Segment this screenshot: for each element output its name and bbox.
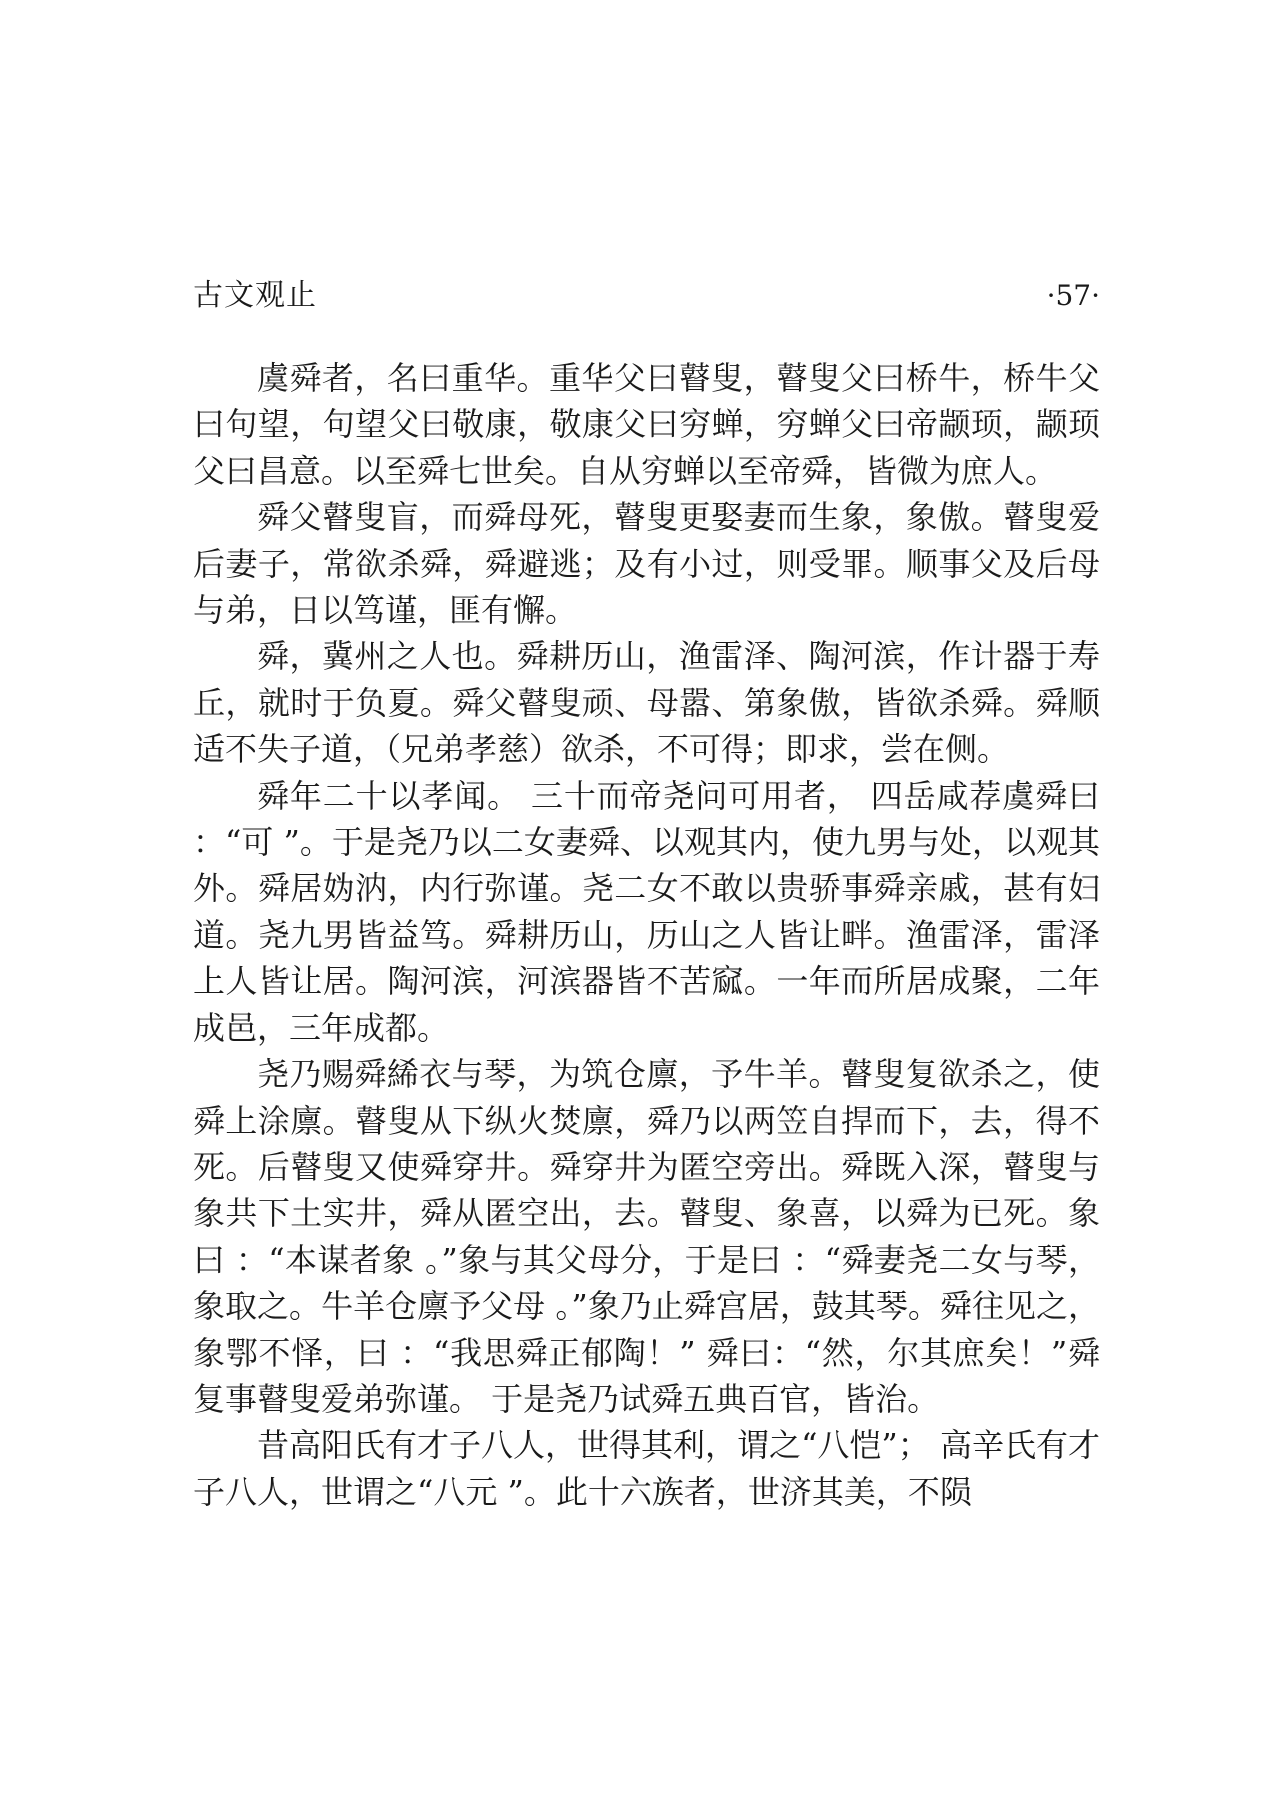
paragraph: 舜父瞽叟盲，而舜母死，瞽叟更娶妻而生象，象傲。瞽叟爱后妻子，常欲杀舜，舜避逃；及有小过，则受罪。顺事父及后母与弟，日以笃谨，匪有懈。 (193, 498, 1100, 630)
paragraph: 昔高阳氏有才子八人，世得其利，谓之“八恺”； 高辛氏有才子八人，世谓之“八元 ”。此十六族者，世济其美，不陨 (193, 1426, 1100, 1511)
book-title: 古文观止 (193, 278, 317, 313)
paragraph: 舜，冀州之人也。舜耕历山，渔雷泽、陶河滨，作计器于寿丘，就时于负夏。舜父瞽叟顽、母嚣、第象傲，皆欲杀舜。舜顺适不失子道，（兄弟孝慈）欲杀，不可得；即求，尝在侧。 (193, 637, 1100, 769)
paragraph: 尧乃赐舜絺衣与琴，为筑仓廪，予牛羊。瞽叟复欲杀之，使舜上涂廪。瞽叟从下纵火焚廪，舜乃以两笠自捍而下，去，得不死。后瞽叟又使舜穿井。舜穿井为匿空旁出。舜既入深，瞽叟与象共下土实井，舜从匿空出，去。瞽叟、象喜，以舜为已死。象曰 ：“本谋者象 。”象与其父母分，于是曰 ：“舜妻尧二女与琴，象取之。牛羊仓廪予父母 。”象乃止舜宫居，鼓其琴。舜往见之，象鄂不怿，曰 ：“我思舜正郁陶！” 舜曰：“然，尔其庶矣！”舜复事瞽叟爱弟弥谨。 于是尧乃试舜五典百官，皆治。 (193, 1055, 1100, 1418)
running-header (193, 274, 1100, 318)
page-number: ·57· (1046, 279, 1100, 312)
body-text (193, 355, 1111, 1515)
paragraph: 舜年二十以孝闻。 三十而帝尧问可用者， 四岳咸荐虞舜曰 ：“可 ”。于是尧乃以二女妻舜、以观其内，使九男与处，以观其外。舜居妫汭，内行弥谨。尧二女不敢以贵骄事舜亲戚，甚有妇道。尧九男皆益笃。舜耕历山，历山之人皆让畔。渔雷泽，雷泽上人皆让居。陶河滨，河滨器皆不苦窳。一年而所居成聚，二年成邑，三年成都。 (193, 776, 1111, 1047)
paragraph: 虞舜者，名曰重华。重华父曰瞽叟，瞽叟父曰桥牛，桥牛父曰句望，句望父曰敬康，敬康父曰穷蝉，穷蝉父曰帝颛顼，颛顼父曰昌意。以至舜七世矣。自从穷蝉以至帝舜，皆微为庶人。 (193, 359, 1100, 490)
